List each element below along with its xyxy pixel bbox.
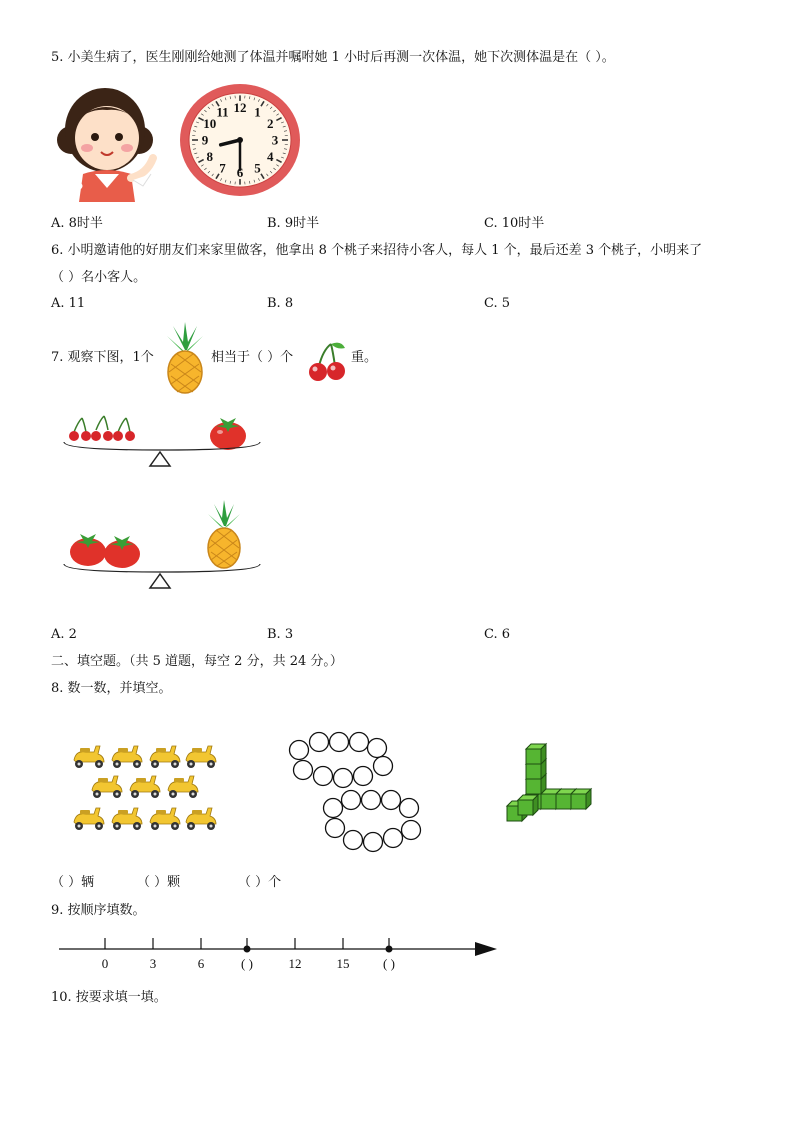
clock-number: 9	[201, 132, 209, 148]
cube-icon	[518, 795, 538, 815]
bead	[362, 791, 381, 810]
number-line-label: 3	[149, 956, 157, 971]
bead	[400, 799, 419, 818]
bead	[310, 733, 329, 752]
section-title: 二、填空题。（共 5 道题，每空 2 分，共 24 分。）	[51, 654, 343, 669]
bead	[382, 791, 401, 810]
pineapple-icon	[163, 322, 207, 394]
scooter-icon	[150, 808, 180, 830]
scooter-icon	[186, 746, 216, 768]
cherry-pair-icon	[91, 416, 113, 441]
bead	[334, 769, 353, 788]
clock-number: 12	[233, 99, 247, 115]
bead	[290, 741, 309, 760]
scooter-icon	[186, 808, 216, 830]
q9-text: 9. 按顺序填数。	[51, 903, 146, 918]
clock-number: 2	[267, 116, 274, 132]
q7-text-part2: 相当于（ ）个	[211, 350, 294, 365]
number-line-label: 0	[101, 956, 109, 971]
q6-option-a: A. 11	[51, 296, 86, 311]
cherry-pair-icon	[113, 418, 135, 441]
bead	[354, 767, 373, 786]
q7-option-b: B. 3	[267, 627, 294, 642]
missing-point	[386, 946, 393, 953]
number-line-label: 12	[288, 956, 302, 971]
q8-text: 8. 数一数，并填空。	[51, 681, 172, 696]
q6-text-line1: 6. 小明邀请他的好朋友们来家里做客，他拿出 8 个桃子来招待小客人，每人 1 个，最后还差 3 个桃子，小明来了	[51, 243, 703, 258]
bead	[368, 739, 387, 758]
q7-text-part1: 7. 观察下图，1个	[51, 350, 154, 365]
scooter-icon	[150, 746, 180, 768]
balance-scale-cherries-tomato	[60, 412, 265, 470]
scooter-icon	[92, 776, 122, 798]
q8-blank-beads[interactable]: （ ）颗	[137, 875, 181, 890]
bead	[402, 821, 421, 840]
scooters-group	[70, 742, 222, 834]
bead	[342, 791, 361, 810]
clock-number: 10	[203, 116, 217, 132]
scooter-icon	[130, 776, 160, 798]
q8-blank-scooters[interactable]: （ ）辆	[51, 875, 95, 890]
q7-text-part3: 重。	[351, 350, 378, 365]
bead	[350, 733, 369, 752]
cube-icon	[571, 789, 591, 809]
clock-number: 3	[271, 132, 279, 148]
q10-text: 10. 按要求填一填。	[51, 990, 167, 1005]
q6-option-c: C. 5	[484, 296, 511, 311]
cube-icon	[526, 744, 546, 764]
bead	[330, 733, 349, 752]
clock-number: 5	[254, 160, 261, 176]
cherry-icon	[305, 340, 349, 382]
bead	[294, 761, 313, 780]
q7-option-a: A. 2	[51, 627, 77, 642]
tomato-icon	[210, 418, 246, 450]
number-line-label: 6	[197, 956, 205, 971]
bead	[326, 819, 345, 838]
q8-blank-cubes[interactable]: （ ）个	[238, 875, 282, 890]
q7-option-c: C. 6	[484, 627, 511, 642]
q5-text: 5. 小美生病了，医生刚刚给她测了体温并嘱咐她 1 小时后再测一次体温，她下次测体温是在（ ）。	[51, 50, 615, 65]
girl-illustration	[55, 82, 165, 202]
bead	[324, 799, 343, 818]
scooter-icon	[74, 808, 104, 830]
q6-text-line2: （ ）名小客人。	[51, 270, 147, 285]
clock-number: 8	[206, 148, 213, 164]
clock-number: 11	[216, 104, 229, 120]
number-line-label[interactable]: ( )	[383, 956, 395, 971]
clock-number: 7	[219, 160, 226, 176]
clock-icon	[178, 83, 302, 197]
scooter-icon	[112, 808, 142, 830]
scooter-icon	[168, 776, 198, 798]
scooter-icon	[112, 746, 142, 768]
number-line	[55, 930, 503, 976]
q6-option-b: B. 8	[267, 296, 294, 311]
cubes-group	[504, 744, 588, 828]
q5-option-b: B. 9时半	[267, 216, 320, 231]
number-line-label[interactable]: ( )	[241, 956, 253, 971]
missing-point	[244, 946, 251, 953]
scooter-icon	[74, 746, 104, 768]
number-line-label: 15	[336, 956, 350, 971]
bead	[364, 833, 383, 852]
tomato-icon	[104, 536, 140, 568]
arrow-right-icon	[475, 942, 497, 956]
balance-scale-tomatoes-pineapple	[60, 500, 265, 592]
bead	[344, 831, 363, 850]
clock-number: 4	[267, 148, 274, 164]
cherry-pair-icon	[69, 418, 91, 441]
clock-number: 6	[236, 165, 244, 181]
pineapple-icon	[208, 500, 240, 568]
q5-option-a: A. 8时半	[51, 216, 103, 231]
bead	[314, 767, 333, 786]
q5-option-c: C. 10时半	[484, 216, 545, 231]
bead	[374, 757, 393, 776]
clock-number: 1	[254, 104, 261, 120]
beads-group	[285, 730, 425, 860]
tomato-icon	[70, 534, 106, 566]
bead	[384, 829, 403, 848]
